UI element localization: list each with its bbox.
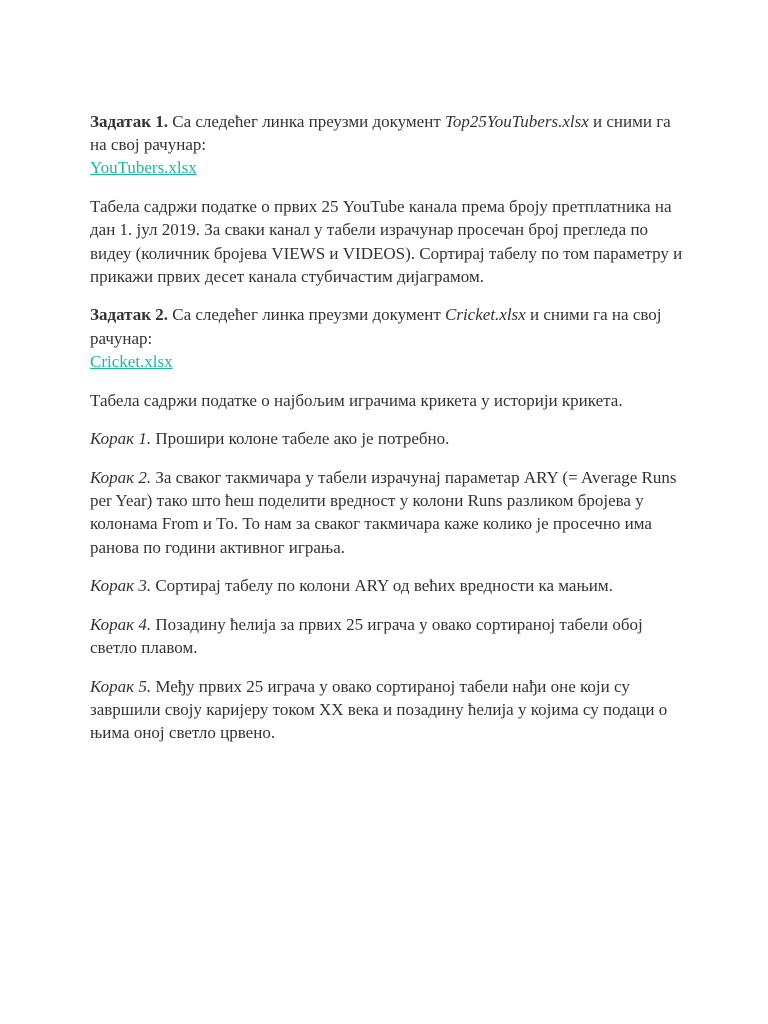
task1-text-before: Са следећег линка преузми документ (168, 112, 445, 131)
step-4 (90, 613, 690, 659)
task2-text-after: и сними га на свој рачунар: (90, 305, 662, 348)
task1-label: Задатак 1. (90, 112, 168, 131)
step-5 (90, 675, 690, 745)
task1-filename: Top25YouTubers.xlsx (445, 112, 589, 131)
task1-paragraph (90, 110, 690, 180)
document-page (90, 110, 690, 760)
step-5-text: Међу првих 25 играча у овако сортираној табели нађи оне који су завршили своју каријеру током XX века и позадину ћелија у којима су подаци о њима оној светло црвено. (90, 676, 668, 743)
task1-description: Табела садржи податке о првих 25 YouTube канала према броју претплатника на дан 1. јул 2019. За сваки канал у табели израчунар просечан број прегледа по видеу (количник бројева VIEWS и VIDEOS). Сортирај табелу по том параметру и прикажи првих десет канала стубичастим дијаграмом. (90, 197, 683, 286)
task2-label: Задатак 2. (90, 305, 168, 325)
step-2-label: Корак 2. (90, 467, 152, 487)
task2-text-before: Са следећег линка преузми документ (168, 305, 445, 325)
step-3-label: Корак 3. (90, 576, 152, 596)
step-4-label: Корак 4. (90, 614, 152, 634)
step-1-label: Корак 1. (90, 429, 152, 449)
step-2 (90, 466, 690, 559)
task2-filename: Cricket.xlsx (445, 305, 526, 325)
step-2-text: За сваког такмичара у табели израчунај параметар ARY (= Average Runs per Year) тако што ћеш поделити вредност у колони Runs разликом бројева у колонама From и To. То нам за сваког такмичара каже колико је просечно има ранова по години активног играња. (90, 467, 677, 557)
task2-paragraph (90, 303, 690, 373)
step-1 (90, 427, 690, 450)
step-1-text: Прошири колоне табеле ако је потребно. (151, 429, 450, 449)
step-5-label: Корак 5. (90, 676, 152, 696)
step-3-text: Сортирај табелу по колони ARY од већих вредности ка мањим. (151, 576, 613, 596)
cricket-download-link[interactable]: Cricket.xlsx (90, 351, 173, 371)
task2-description: Табела садржи податке о најбољим играчима крикета у историји крикета. (90, 390, 623, 410)
step-4-text: Позадину ћелија за првих 25 играча у овако сортираној табели обој светло плавом. (90, 614, 643, 658)
step-3 (90, 574, 690, 597)
task1-text-after: и сними га на свој рачунар: (90, 112, 671, 155)
youtubers-download-link[interactable]: YouTubers.xlsx (90, 158, 197, 178)
